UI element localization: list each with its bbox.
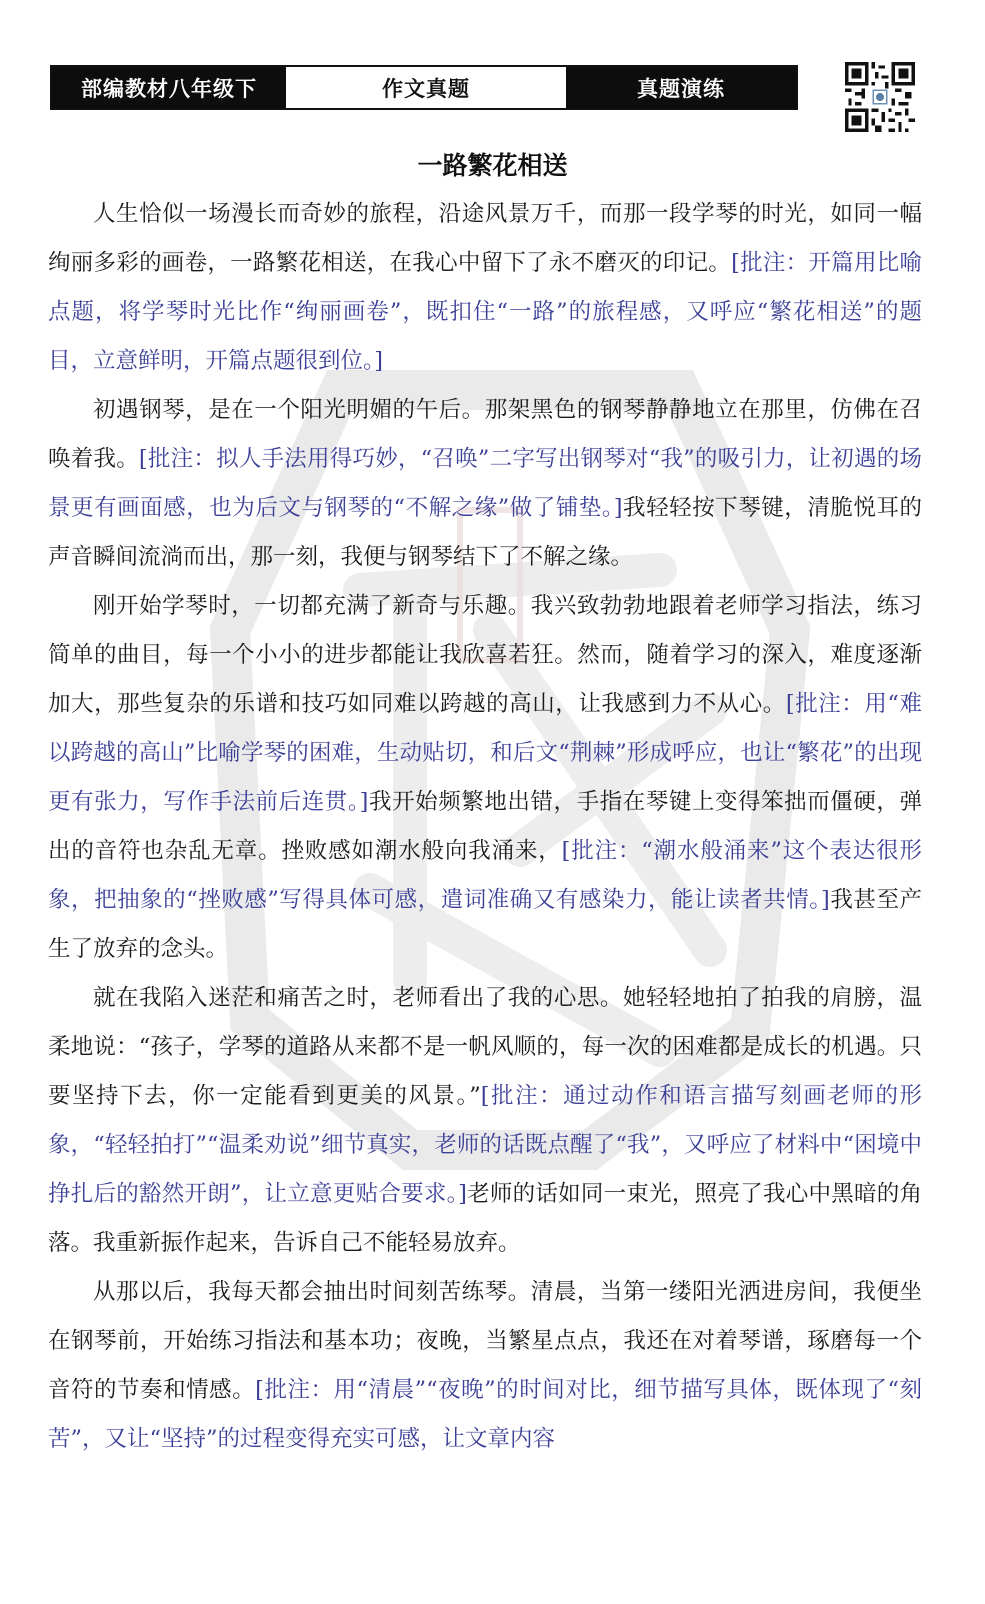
article-paragraph — [48, 582, 922, 974]
article-paragraph — [48, 386, 922, 582]
body-text: 老师的话如同一束光，照亮了我心中黑暗的角落。我重新振作起来，告诉自己不能轻易放弃。 — [48, 1181, 922, 1256]
header-bar — [50, 65, 798, 110]
article-paragraph — [48, 974, 922, 1268]
qr-code — [845, 62, 915, 132]
article-body — [48, 190, 922, 1464]
annotation-note: [批注：开篇用比喻点题，将学琴时光比作“绚丽画卷”，既扣住“一路”的旅程感，又呼应“繁花相送”的题目，立意鲜明，开篇点题很到位。] — [48, 250, 922, 374]
article-title: 一路繁花相送 — [417, 151, 568, 180]
article-paragraph — [48, 190, 922, 386]
header-category-label: 作文真题 — [286, 67, 566, 108]
body-text: 刚开始学琴时，一切都充满了新奇与乐趣。我兴致勃勃地跟着老师学习指法，练习简单的曲目，每一个小小的进步都能让我欣喜若狂。然而，随着学习的深入，难度逐渐加大，那些复杂的乐谱和技巧如同难以跨越的高山，让我感到力不从心。 — [48, 593, 922, 717]
body-text: 初遇钢琴，是在一个阳光明媚的午后。那架黑色的钢琴静静地立在那里，仿佛在召唤着我。 — [48, 397, 922, 472]
header-textbook-label: 部编教材八年级下 — [52, 67, 286, 108]
article-paragraph — [48, 1268, 922, 1464]
body-text: 就在我陷入迷茫和痛苦之时，老师看出了我的心思。她轻轻地拍了拍我的肩膀，温柔地说：“孩子，学琴的道路从来都不是一帆风顺的，每一次的困难都是成长的机遇。只要坚持下去，你一定能看到更美的风景。” — [48, 985, 922, 1109]
body-text: 我开始频繁地出错，手指在琴键上变得笨拙而僵硬，弹出的音符也杂乱无章。挫败感如潮水般向我涌来， — [48, 789, 922, 864]
annotation-note: [批注：“潮水般涌来”这个表达很形象，把抽象的“挫败感”写得具体可感，遣词准确又有感染力，能让读者共情。] — [48, 838, 922, 913]
annotation-note: [批注：通过动作和语言描写刻画老师的形象，“轻轻拍打”“温柔劝说”细节真实，老师的话既点醒了“我”，又呼应了材料中“困境中挣扎后的豁然开朗”，让立意更贴合要求。] — [48, 1083, 922, 1207]
annotation-note: [批注：用“清晨”“夜晚”的时间对比，细节描写具体，既体现了“刻苦”，又让“坚持”的过程变得充实可感，让文章内容 — [48, 1377, 922, 1452]
body-text: 从那以后，我每天都会抽出时间刻苦练琴。清晨，当第一缕阳光洒进房间，我便坐在钢琴前，开始练习指法和基本功；夜晚，当繁星点点，我还在对着琴谱，琢磨每一个音符的节奏和情感。 — [48, 1279, 922, 1403]
header-practice-label: 真题演练 — [566, 67, 796, 108]
annotation-note: [批注：用“难以跨越的高山”比喻学琴的困难，生动贴切，和后文“荆棘”形成呼应，也让“繁花”的出现更有张力，写作手法前后连贯。] — [48, 691, 922, 815]
annotation-note: [批注：拟人手法用得巧妙，“召唤”二字写出钢琴对“我”的吸引力，让初遇的场景更有画面感，也为后文与钢琴的“不解之缘”做了铺垫。] — [48, 446, 922, 521]
body-text: 人生恰似一场漫长而奇妙的旅程，沿途风景万千，而那一段学琴的时光，如同一幅绚丽多彩的画卷，一路繁花相送，在我心中留下了永不磨灭的印记。 — [48, 201, 922, 276]
body-text: 我轻轻按下琴键，清脆悦耳的声音瞬间流淌而出，那一刻，我便与钢琴结下了不解之缘。 — [48, 495, 922, 570]
body-text: 我甚至产生了放弃的念头。 — [48, 887, 922, 962]
